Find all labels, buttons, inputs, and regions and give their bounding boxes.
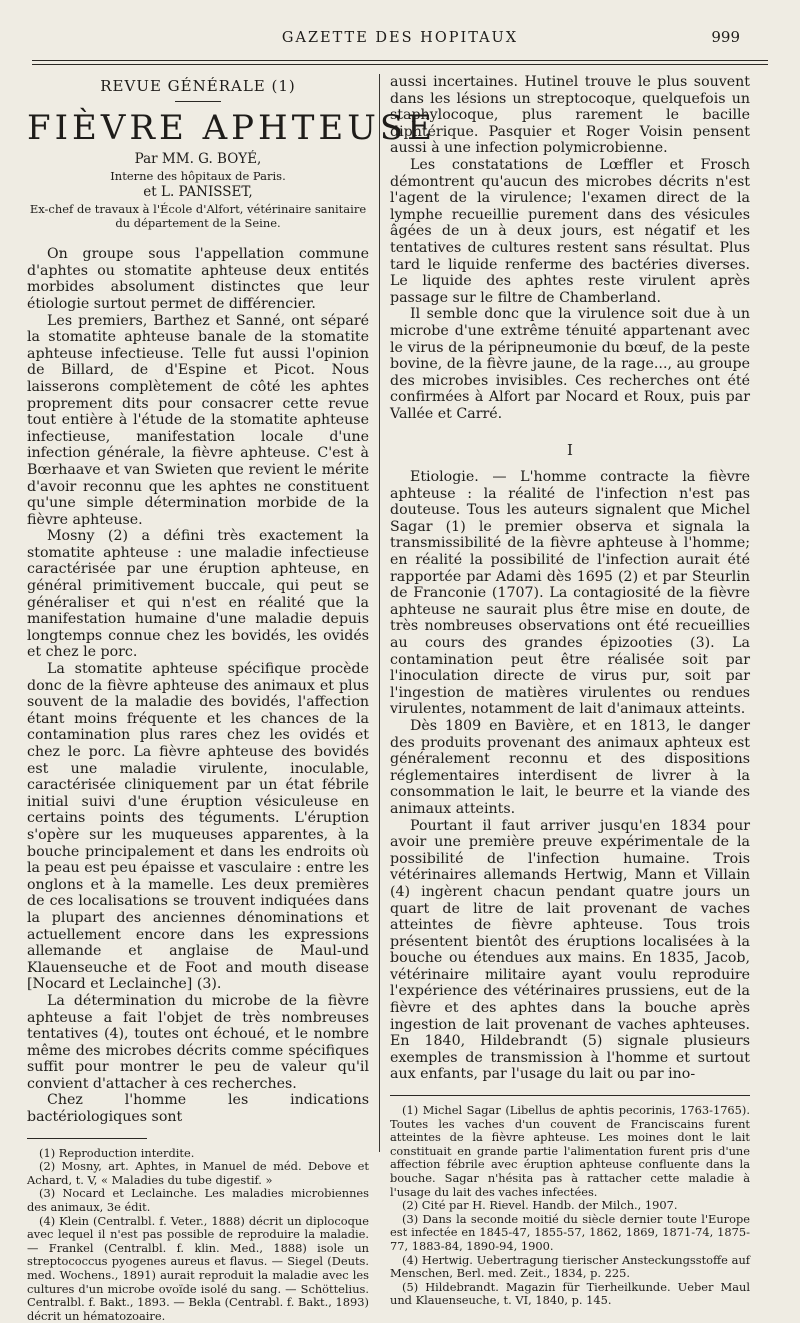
paragraph: Il semble donc que la virulence soit due à un microbe d'une extrême ténuité appartenant avec le virus de la péripneumonie du bœuf, de la peste bovine, de la fièvre jaune, de la rage..., au groupe des microbes invisibles. Ces recherches ont été confirmées à Alfort par Nocard et Roux, puis par Vallée et Carré.: [390, 306, 750, 422]
article-title: FIÈVRE APHTEUSE: [27, 107, 436, 148]
running-title: GAZETTE DES HOPITAUX: [281, 30, 519, 46]
kicker-rule: [175, 101, 221, 102]
author-boye-affiliation: Interne des hôpitaux de Paris.: [110, 169, 286, 184]
footnote: (2) Mosny, art. Aphtes, in Manuel de méd. Debove et Achard, t. V, « Maladies du tube digestif. »: [27, 1159, 369, 1187]
paragraph: Les constatations de Lœffler et Frosch démontrent qu'aucun des microbes décrits n'est l'agent de la virulence; l'examen direct de la lymphe recueillie purement dans des vésicules âgées de un à deux jours, est négatif et les tentatives de cultures restent sans résultat. Plus tard le liquide renferme des bactéries diverses. Le liquide des aphtes reste virulent après passage sur le filtre de Chamberland.: [390, 156, 750, 306]
paragraph: La détermination du microbe de la fièvre aphteuse a fait l'objet de très nombreuses tentatives (4), toutes ont échoué, et le nombre même des microbes décrits comme spécifiques suffit pour montrer le peu de valeur qu'il convient d'attacher à ces recherches.: [27, 992, 369, 1092]
left-column: [27, 74, 436, 1323]
left-footnotes: [27, 1147, 369, 1323]
paragraph: Dès 1809 en Bavière, et en 1813, le danger des produits provenant des animaux aphteux est généralement reconnu et des dispositions réglementaires interdisent de livrer à la consommation le lait, le beurre et la viande des animaux atteints.: [390, 717, 750, 817]
footnote-rule: [27, 1138, 147, 1139]
paragraph: Les premiers, Barthez et Sanné, ont séparé la stomatite aphteuse banale de la stomatite aphteuse infectieuse. Telle fut aussi l'opinion de Billard, de d'Espine et Picot. Nous laisserons complètement de côté les aphtes proprement dits pour consacrer cette revue tout entière à l'étude de la stomatite aphteuse infectieuse, manifestation locale d'une infection générale, la fièvre aphteuse. C'est à Bœrhaave et van Swieten que revient le mérite d'avoir reconnu que les aphtes ne constituent qu'une simple détermination morbide de la fièvre aphteuse.: [27, 312, 369, 528]
right-column: [390, 74, 750, 1308]
author-panisset: et L. PANISSET,: [143, 184, 253, 201]
section-kicker: REVUE GÉNÉRALE (1): [100, 77, 296, 95]
paragraph: Mosny (2) a défini très exactement la stomatite aphteuse : une maladie infectieuse caractérisée par une éruption aphteuse, en général primitivement buccale, qui peut se généraliser et qui n'est en réalité que la manifestation humaine d'une maladie depuis longtemps connue chez les bovidés, les ovidés et chez le porc.: [27, 528, 369, 661]
page-number: 999: [711, 28, 740, 46]
column-divider: [379, 74, 380, 1152]
right-footnotes: [390, 1104, 750, 1308]
footnote: (5) Hildebrandt. Magazin für Tierheilkunde. Ueber Maul und Klauenseuche, t. VI, 1840, p. 145.: [390, 1279, 750, 1308]
footnote: (1) Michel Sagar (Libellus de aphtis pecorinis, 1763-1765). Toutes les vaches d'un couvent de Franciscains furent atteintes de la fièvre aphteuse. Les moines dont le lait constituait en grande partie l'alimentation furent pris d'une affection fébrile avec éruption aphteuse confluente dans la bouche. Sagar n'hésita pas à rattacher cette maladie à l'usage du lait des vaches infectées.: [390, 1103, 750, 1199]
header-rule: [32, 60, 768, 61]
footnote: (3) Dans la seconde moitié du siècle dernier toute l'Europe est infectée en 1845-47, 1855-57, 1862, 1869, 1871-74, 1875-77, 1883-84, 1890-94, 1900.: [390, 1211, 750, 1253]
author-block: [27, 152, 369, 230]
paragraph: Etiologie. — L'homme contracte la fièvre aphteuse : la réalité de l'infection n'est pas douteuse. Tous les auteurs signalent que Michel Sagar (1) le premier observa et signala la transmissibilité de la fièvre aphteuse à l'homme; en réalité la possibilité de l'infection aurait été rapportée par Adami dès 1695 (2) et par Steurlin de Franconie (1707). La contagiosité de la fièvre aphteuse ne saurait plus être mise en doute, de très nombreuses observations ont été recueillies au cours des grandes épizooties (3). La contamination peut être réalisée soit par l'inoculation directe de virus pur, soit par l'ingestion de matières virulentes ou rendues virulentes, notamment de lait d'animaux atteints.: [390, 469, 750, 718]
paragraph: Chez l'homme les indications bactériologiques sont: [27, 1092, 369, 1126]
paragraph: Pourtant il faut arriver jusqu'en 1834 pour avoir une première preuve expérimentale de la possibilité de l'infection humaine. Trois vétérinaires allemands Hertwig, Mann et Villain (4) ingèrent chacun pendant quatre jours un quart de litre de lait provenant de vaches atteintes de fièvre aphteuse. Tous trois présentent bientôt des éruptions localisées à la bouche ou étendues aux mains. En 1835, Jacob, vétérinaire militaire ayant voulu reproduire l'expérience des vétérinaires prussiens, eut de la fièvre et des aphtes dans la bouche après ingestion de lait provenant de vaches aphteuses. En 1840, Hildebrandt (5) signale plusieurs exemples de transmission à l'homme et surtout aux enfants, par l'usage du lait ou par ino-: [390, 817, 750, 1083]
header-rule-thin: [32, 64, 768, 65]
author-panisset-affiliation-1: Ex-chef de travaux à l'École d'Alfort, vétérinaire sanitaire: [29, 202, 367, 217]
footnote: (4) Hertwig. Uebertragung tierischer Ansteckungsstoffe auf Menschen, Berl. med. Zeit., 1834, p. 225.: [390, 1252, 750, 1281]
footnote: (2) Cité par H. Rievel. Handb. der Milch., 1907.: [402, 1198, 678, 1213]
footnote: (1) Reproduction interdite.: [39, 1145, 195, 1160]
author-panisset-affiliation-2: du département de la Seine.: [115, 216, 281, 231]
paragraph: La stomatite aphteuse spécifique procède donc de la fièvre aphteuse des animaux et plus souvent de la maladie des bovidés, l'affection étant moins fréquente et les chances de la contamination plus rares chez les ovidés et chez le porc. La fièvre aphteuse des bovidés est une maladie virulente, inoculable, caractérisée cliniquement par un état fébrile initial suivi d'une éruption vésiculeuse en certains points des téguments. L'éruption s'opère sur les muqueuses apparentes, à la bouche principalement et dans les endroits où la peau est peu épaisse et vasculaire : entre les onglons et à la mamelle. Les deux premières de ces localisations se trouvent indiquées dans la plupart des anciennes dénominations et actuellement encore dans les expressions allemande et anglaise de Maul-und Klauenseuche et de Foot and mouth disease [Nocard et Leclainche] (3).: [27, 661, 369, 993]
footnote: (3) Nocard et Leclainche. Les maladies microbiennes des animaux, 3e édit.: [27, 1186, 369, 1215]
author-boye: Par MM. G. BOYÉ,: [134, 151, 262, 168]
section-number: I: [567, 441, 573, 460]
paragraph: On groupe sous l'appellation commune d'aphtes ou stomatite aphteuse deux entités morbides absolument distinctes que leur étiologie surtout permet de différencier.: [27, 246, 369, 312]
footnote-rule: [390, 1095, 750, 1096]
footnote: (4) Klein (Centralbl. f. Veter., 1888) décrit un diplocoque avec lequel il n'est pas possible de reproduire la maladie. — Frankel (Centralbl. f. klin. Med., 1888) isole un streptococcus pyogenes aureus et flavus. — Siegel (Deuts. med. Wochens., 1891) aurait reproduit la maladie avec les cultures d'un microbe ovoïde isolé du sang. — Schöttelius. Centralbl. f. Bakt., 1893. — Bekla (Centrabl. f. Bakt., 1893) décrit un hématozoaire.: [27, 1213, 369, 1323]
paragraph: aussi incertaines. Hutinel trouve le plus souvent dans les lésions un streptocoque, quelquefois un staphylocoque, plus rarement le bacille diphtérique. Pasquier et Roger Voisin pensent aussi à une infection polymicrobienne.: [390, 74, 750, 157]
